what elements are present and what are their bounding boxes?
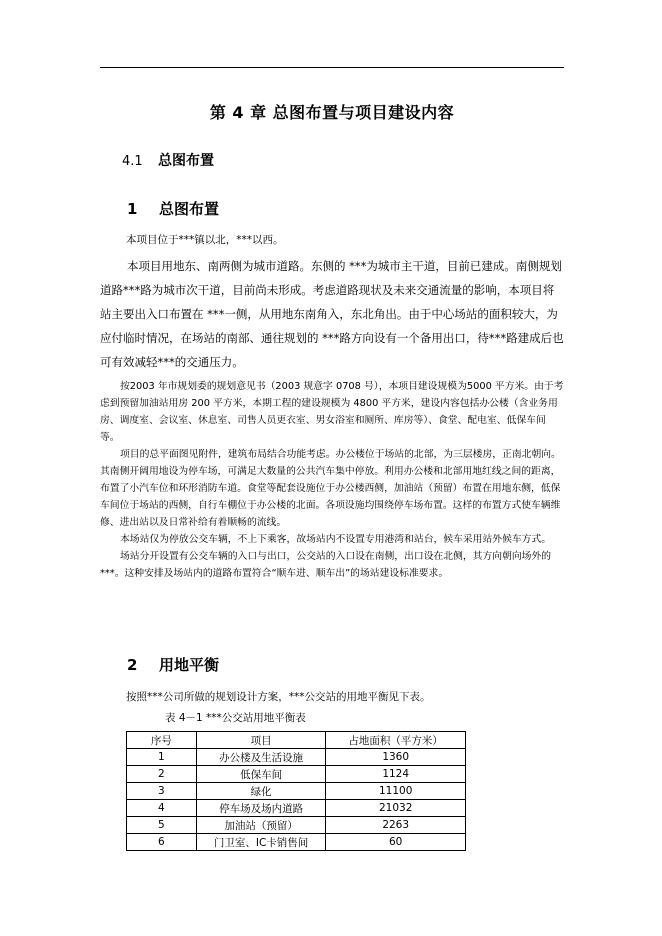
table-row [127, 817, 466, 834]
table-cell: 绿化 [196, 783, 326, 800]
balance-intro: 按照***公司所做的规划设计方案，***公交站的用地平衡见下表。 [126, 691, 431, 703]
heading-2 [127, 654, 219, 675]
table-cell: 低保车间 [196, 766, 326, 783]
table-header-row [127, 732, 466, 749]
intro-line [126, 229, 564, 251]
table-cell: 办公楼及生活设施 [196, 749, 326, 766]
body-paragraphs [100, 378, 564, 582]
body-layout: 项目的总平面图见附件，建筑布局结合功能考虑。办公楼位于场站的北部，为三层楼房，正南北朝向。其南侧开阔用地设为停车场，可满足大数量的公共汽车集中停放。利用办公楼和北部用地红线之间的距离，布置了小汽车位和环形消防车道。食堂等配套设施位于办公楼西侧，加油站（预留）布置在用地东侧，低保车间位于场站的西侧，自行车棚位于办公楼的北面。各项设施均围绕停车场布置。这样的布置方式使车辆维修、进出站以及日常补给有着顺畅的流线。 [100, 449, 561, 528]
table-cell: 4 [127, 800, 197, 817]
intro-paragraph [100, 254, 564, 374]
land-balance-table [126, 731, 466, 851]
section-number: 4.1 [122, 154, 143, 169]
table-cell: 门卫室、IC卡销售间 [196, 834, 326, 851]
table-cell: 加油站（预留） [196, 817, 326, 834]
header-rule [100, 67, 564, 68]
table-cell: 5 [127, 817, 197, 834]
intro-location: 本项目位于***镇以北，***以西。 [126, 234, 284, 246]
table-cell: 1 [127, 749, 197, 766]
heading-title: 用地平衡 [159, 656, 220, 674]
intro-roads: 本项目用地东、南两侧为城市道路。东侧的 ***为城市主干道，目前已建成。南侧规划道路***路为城市次干道，目前尚未形成。考虑道路现状及未来交通流量的影响，本项目将站主要出入口布置在 ***一侧，从用地东南角入，东北角出。由于中心场站的面积较大，为应付临时情况，在场站的南部、通往规划的 ***路方向设有一个备用出口，待***路建成后也可有效减轻***的交通压力。 [100, 259, 564, 369]
table-row [127, 834, 466, 851]
table-cell: 停车场及场内道路 [196, 800, 326, 817]
heading-1 [127, 198, 219, 219]
table-cell: 3 [127, 783, 197, 800]
table-row [127, 783, 466, 800]
table-cell: 6 [127, 834, 197, 851]
table-cell: 60 [326, 834, 466, 851]
table-cell: 2 [127, 766, 197, 783]
header-cell: 占地面积（平方米） [326, 732, 466, 749]
table-cell: 11100 [326, 783, 466, 800]
table-row [127, 766, 466, 783]
heading-number: 2 [127, 656, 138, 674]
table-cell: 21032 [326, 800, 466, 817]
section-title: 总图布置 [158, 153, 214, 169]
heading-title: 总图布置 [159, 200, 220, 218]
header-cell: 序号 [127, 732, 197, 749]
table-cell: 1124 [326, 766, 466, 783]
heading-number: 1 [127, 200, 138, 218]
section-4-1-heading [122, 150, 214, 170]
table-caption: 表 4－1 ***公交站用地平衡表 [165, 712, 306, 724]
body-stop: 本场站仅为停放公交车辆，不上下乘客，故场站内不设置专用港湾和站台，候车采用站外候车方式。 [120, 534, 552, 545]
table-cell: 2263 [326, 817, 466, 834]
body-entrance: 场站分开设置有公交车辆的入口与出口，公交站的入口设在南侧，出口设在北侧，其方向朝向场外的***。这种安排及场站内的道路布置符合“顺车进、顺车出”的场站建设标准要求。 [100, 551, 552, 579]
table-row [127, 800, 466, 817]
table-row [127, 749, 466, 766]
chapter-title: 第 4 章 总图布置与项目建设内容 [209, 103, 455, 122]
table-cell: 1360 [326, 749, 466, 766]
body-scale: 按2003 年市规划委的规划意见书（2003 规意字 0708 号），本项目建设规模为5000 平方米。由于考虑到预留加油站用房 200 平方米，本期工程的建设规模为 4800 平方米，建设内容包括办公楼（含业务用房、调度室、会议室、休息室、司售人员更衣室、男女浴室和厕所、库房等）、食堂、配电室、低保车间等。 [100, 381, 564, 443]
header-cell: 项目 [196, 732, 326, 749]
